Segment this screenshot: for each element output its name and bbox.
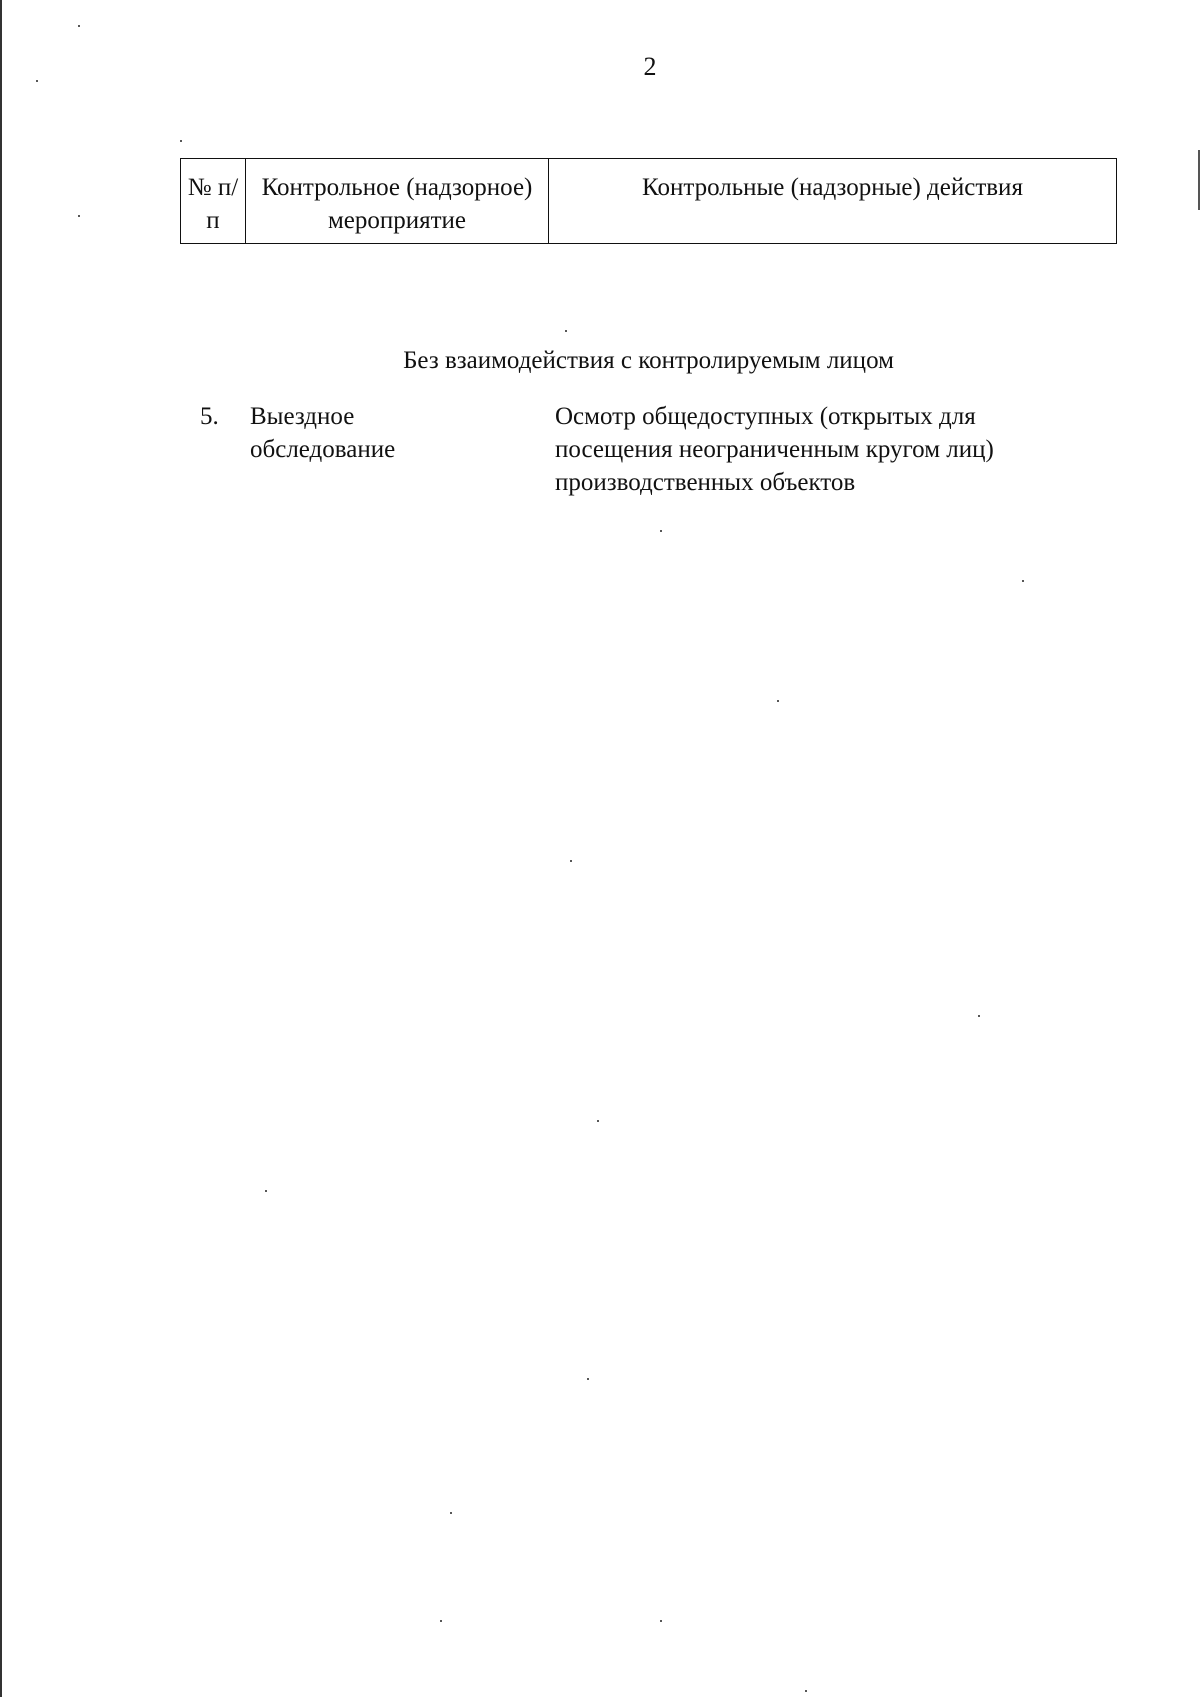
row-number: 5. bbox=[200, 403, 219, 430]
scan-left-edge bbox=[0, 0, 2, 1697]
scan-speck bbox=[660, 530, 662, 532]
scan-speck bbox=[597, 1120, 599, 1122]
row-event: Выездное обследование bbox=[250, 403, 396, 463]
scan-speck bbox=[265, 1190, 267, 1192]
scan-speck bbox=[777, 700, 779, 702]
scan-speck bbox=[570, 860, 572, 862]
scan-speck bbox=[660, 1620, 662, 1622]
scan-speck bbox=[805, 1690, 807, 1692]
scan-speck bbox=[565, 330, 567, 332]
scan-speck bbox=[450, 1512, 452, 1514]
header-table bbox=[180, 158, 1117, 244]
scan-speck bbox=[587, 1378, 589, 1380]
scan-speck bbox=[78, 25, 80, 27]
page-number: 2 bbox=[643, 52, 657, 81]
header-num-cell: № п/п bbox=[181, 159, 246, 244]
section-title: Без взаимодействия с контролируемым лицом bbox=[403, 347, 894, 374]
scan-speck bbox=[78, 215, 80, 217]
scan-speck bbox=[36, 80, 38, 82]
table-header-row bbox=[181, 159, 1117, 244]
scan-speck bbox=[180, 140, 182, 142]
scan-speck bbox=[978, 1015, 980, 1017]
scan-speck bbox=[1022, 580, 1024, 582]
scan-speck bbox=[440, 1620, 442, 1622]
header-actions-cell: Контрольные (надзорные) действия bbox=[549, 159, 1117, 244]
header-event-cell: Контрольное (надзорное) мероприятие bbox=[246, 159, 549, 244]
row-actions: Осмотр общедоступных (открытых для посещения неограниченным кругом лиц) производственных объектов bbox=[555, 403, 994, 496]
